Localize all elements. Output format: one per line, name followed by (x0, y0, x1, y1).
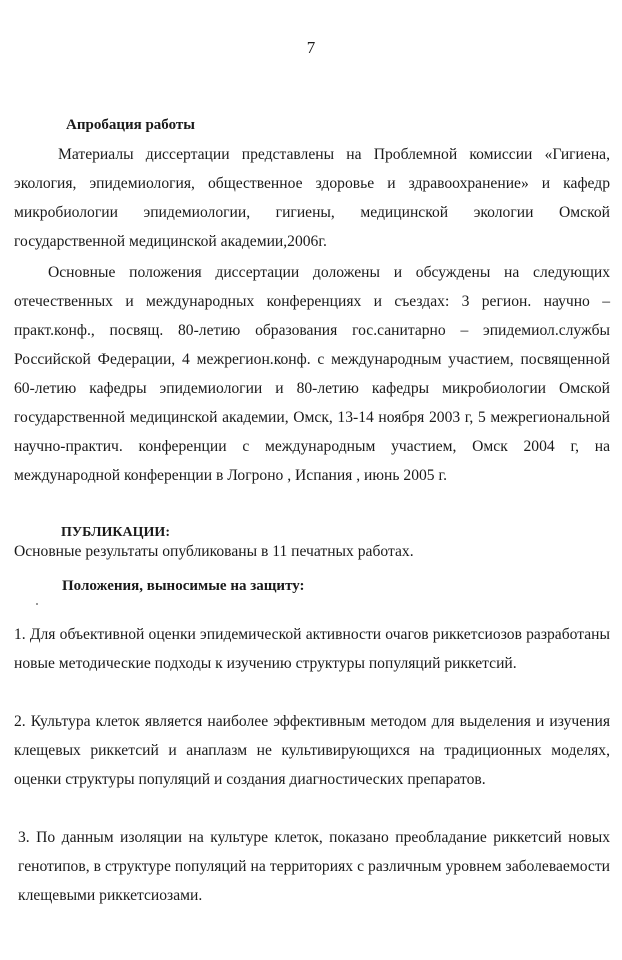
defense-item-2: 2. Культура клеток является наиболее эффективным методом для выделения и изучения клещевых риккетсий и анаплазм не культивирующихся на традиционных моделях, оценки структуры популяций и создания диагностических препаратов. (14, 713, 610, 788)
page-number: 7 (306, 38, 316, 57)
publications-text: Основные результаты опубликованы в 11 печатных работах. (14, 543, 414, 560)
defense-heading: Положения, выносимые на защиту: (62, 578, 305, 594)
approbation-heading: Апробация работы (66, 117, 195, 133)
approbation-paragraph-2: Основные положения диссертации доложены и обсуждены на следующих отечественных и международных конференциях и съездах: 3 регион. научно – практ.конф., посвящ. 80-летию образования гос.санитарно – эпидемиол.службы Российской Федерации, 4 межрегион.конф. с международным участием, посвященной 60-летию кафедры эпидемиологии и 80-летию кафедры микробиологии Омской государственной медицинской академии, Омск, 13-14 ноября 2003 г, 5 межрегиональной научно-практич. конференции с международным участием, Омск 2004 г, на международной конференции в Логроно , Испания , июнь 2005 г. (14, 264, 610, 484)
publications-heading: ПУБЛИКАЦИИ: (61, 525, 170, 540)
defense-item-3: 3. По данным изоляции на культуре клеток, показано преобладание риккетсий новых генотипов, в структуре популяций на территориях с различным уровнем заболеваемости клещевыми риккетсиозами. (18, 829, 610, 904)
approbation-paragraph-1: Материалы диссертации представлены на Проблемной комиссии «Гигиена, экология, эпидемиология, общественное здоровье и здравоохранение» и кафедр микробиологии эпидемиологии, гигиены, медицинской экологии Омской государственной медицинской академии,2006г. (14, 146, 610, 250)
stray-dot (36, 603, 38, 605)
defense-item-1: 1. Для объективной оценки эпидемической активности очагов риккетсиозов разработаны новые методические подходы к изучению структуры популяций риккетсий. (14, 626, 610, 672)
